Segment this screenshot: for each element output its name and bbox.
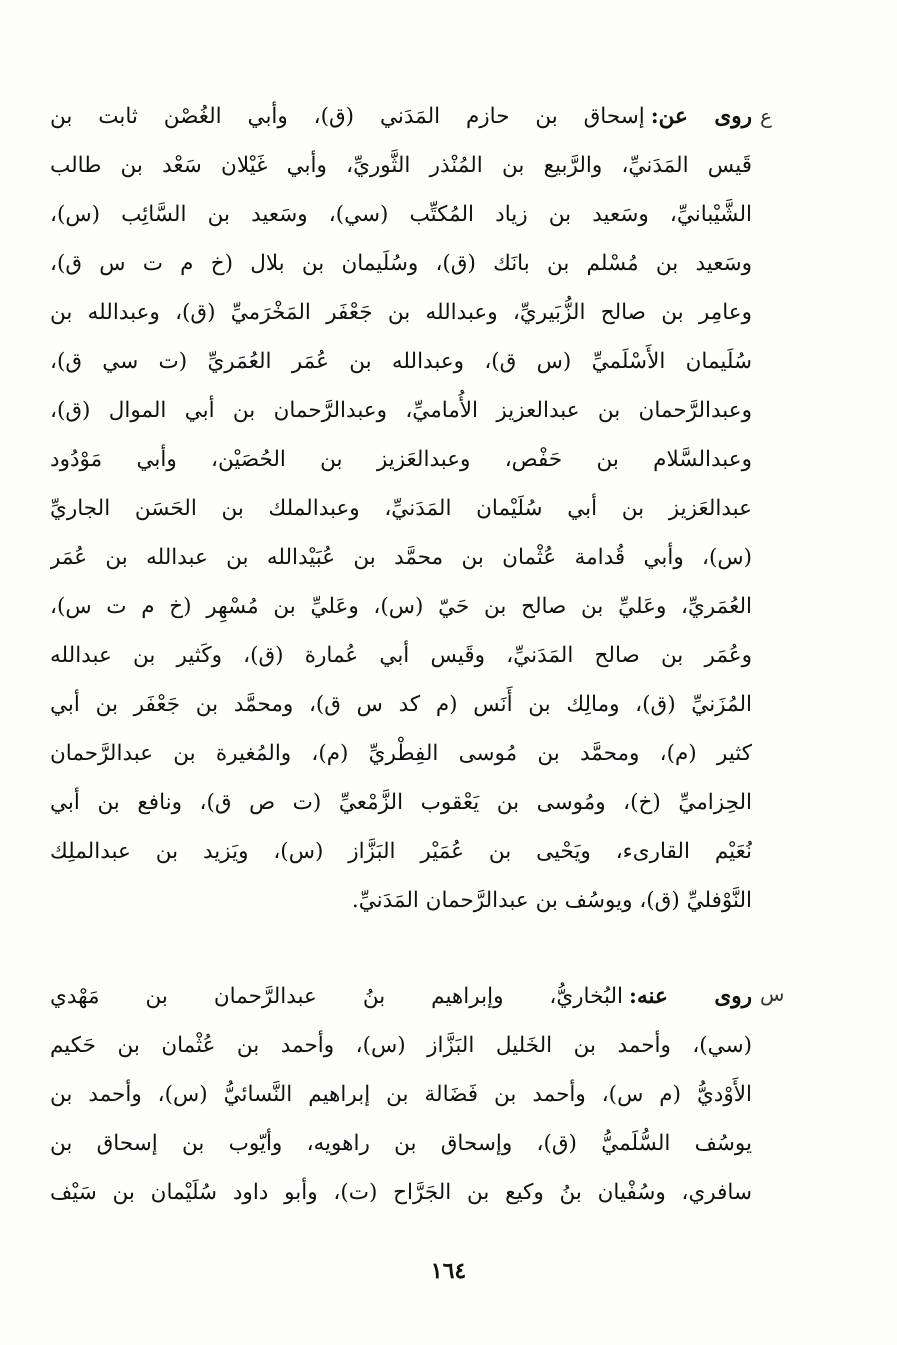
text-line: وعبدالرَّحمان بن عبدالعزيز الأُماميِّ، وعبدالرَّحمان بن أبي الموال (ق)، — [50, 398, 752, 423]
text-line: النَّوْفليِّ (ق)، ويوسُف بن عبدالرَّحمان المَدَنيِّ. — [351, 888, 752, 913]
text-line: وعامِر بن صالح الزُّبَيريِّ، وعبدالله بن جَعْفَر المَخْرَميِّ (ق)، وعبدالله بن — [50, 300, 752, 325]
text-line: وسَعيد بن مُسْلم بن بانَك (ق)، وسُلَيمان بن بلال (خ م ت س ق)، — [50, 251, 752, 276]
text-line: نُعَيْم القارىء، ويَحْيى بن عُمَيْر البَزَّاز (س)، ويَزيد بن عبدالملِك — [50, 839, 752, 864]
text-line: سُلَيمان الأَسْلَميِّ (س ق)، وعبدالله بن عُمَر العُمَريِّ (ت سي ق)، — [50, 349, 752, 374]
narrated-from-section — [50, 92, 752, 925]
narrated-by-section — [50, 972, 752, 1217]
page-number: ١٦٤ — [430, 1258, 467, 1284]
text-line: العُمَريِّ، وعَليِّ بن صالح بن حَيّ (س)، وعَليِّ بن مُسْهِر (خ م ت س)، — [50, 594, 752, 619]
text-line: (س)، وأبي قُدامة عُثْمان بن محمَّد بن عُبَيْدالله بن عبدالله بن عُمَر — [50, 545, 752, 570]
text-line: الأَوْديُّ (م س)، وأحمد بن فَضَالة بن إبراهيم النَّسائيُّ (س)، وأحمد بن — [50, 1082, 752, 1107]
text-line: عبدالعَزيز بن أبي سُلَيْمان المَدَنيِّ، وعبدالملك بن الحَسَن الجاريِّ — [50, 496, 752, 521]
margin-mark: س — [760, 982, 785, 1006]
text-line: الشَّيْبانيِّ، وسَعيد بن زياد المُكتِّب (سي)، وسَعيد بن السَّائِب (س)، — [50, 202, 752, 227]
line-text: البُخاريُّ، وإبراهيم بنُ عبدالرَّحمان بن مَهْدي — [50, 984, 624, 1009]
text-line: وعبدالسَّلام بن حَفْص، وعبدالعَزيز بن الحُصَيْن، وأبي مَوْدُود — [50, 447, 752, 472]
margin-mark: ع — [760, 104, 772, 128]
section-heading: روى عنه: — [629, 984, 752, 1009]
section-heading: روى عن: — [650, 104, 752, 129]
text-line: يوسُف السُّلَميُّ (ق)، وإسحاق بن راهويه، وأيّوب بن إسحاق بن — [50, 1131, 752, 1156]
text-line — [50, 92, 752, 141]
text-line: سافري، وسُفْيان بنُ وكيع بن الجَرَّاح (ت)، وأبو داود سُلَيْمان بن سَيْف — [50, 1180, 752, 1205]
text-line: (سي)، وأحمد بن الخَليل البَزَّاز (س)، وأحمد بن عُثْمان بن حَكيم — [50, 1033, 752, 1058]
text-line: كثير (م)، ومحمَّد بن مُوسى الفِطْريِّ (م)، والمُغيرة بن عبدالرَّحمان — [50, 741, 752, 766]
line-text: إسحاق بن حازم المَدَني (ق)، وأبي الغُصْن ثابت بن — [50, 104, 645, 129]
text-line: وعُمَر بن صالح المَدَنيِّ، وقَيس أبي عُمارة (ق)، وكَثير بن عبدالله — [50, 643, 752, 668]
text-line — [50, 972, 752, 1021]
text-line: قَيس المَدَنيِّ، والرَّبيع بن المُنْذر الثَّوريِّ، وأبي غَيْلان سَعْد بن طالب — [50, 153, 752, 178]
text-line: المُزَنيِّ (ق)، ومالِك بن أَنَس (م كد س ق)، ومحمَّد بن جَعْفَر بن أبي — [50, 692, 752, 717]
text-line: الحِزاميِّ (خ)، ومُوسى بن يَعْقوب الزَّمْعيِّ (ت ص ق)، ونافع بن أبي — [50, 790, 752, 815]
